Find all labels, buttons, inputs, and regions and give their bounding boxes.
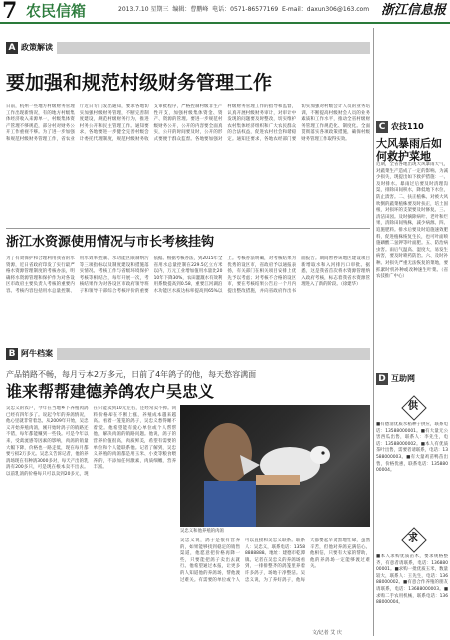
section-c-letter: C	[376, 121, 388, 133]
pigeon-photo-illustration	[180, 405, 370, 527]
headline-finance: 要加强和规范村级财务管理工作	[6, 72, 273, 94]
paper-logo: 浙江信息报	[380, 3, 446, 18]
sidebar	[376, 28, 450, 640]
section-a-bar	[57, 42, 370, 54]
editor: 编辑：曹鹏峰	[172, 6, 209, 13]
pigeon-photo	[180, 405, 370, 527]
supply-char: 供	[408, 401, 418, 412]
phone: 电话：0571-86577169	[212, 6, 279, 13]
article-pigeon-body-left: 吴忠义的农户，今年在当地乡下养殖肉鸽已经有四年多了。说起今年的养鸽情况，他心里就非常着急。从2009年开始，吴忠义开始养殖肉鸽，刚开始时鸽子的销路还不错，每年都能赚到一些钱。可是今年以来，受禽流感等因素的影响，肉鸽的销量大幅下降，价格也一路走低，现在每月都要亏损2万多元。吴忠义告诉记者，他的养鸽场现在有种鸽3000多对，每天产出的乳鸽有200多只，可是现在根本卖不出去。以前乳鸽的价格每只可以卖到20多元，现在只能卖到10元左右，还经常卖不掉。饲料价格却在不断上涨，养殖成本越来越高。看着一笼笼的鸽子，吴忠义愁得睡不着觉。他希望能有爱心单位或个人帮帮他，解决肉鸽的销路问题。他说，鸽子的营养价值很高，肉质鲜美，希望有需要的单位和个人能联系他。记者了解到，吴忠义养殖的肉鸽都是用玉米、小麦等粮食喂养的，不添加任何激素，肉质细嫩，营养丰富。	[6, 406, 176, 477]
section-d	[376, 372, 450, 385]
demand-marker	[402, 528, 424, 550]
subheadline-pigeon: 产品销路不畅，每月亏本2万多元，日前了4年鸽子的他，每天愁容满面	[6, 370, 257, 379]
masthead-meta	[118, 6, 369, 14]
section-title: 农民信箱	[26, 2, 87, 20]
section-c-body: 近期，全省各地出现大风暴雨天气，对蔬菜生产造成了一定的影响。为减少损失，现提出如下救护措施：一、及时排水。暴雨过后要及时清理沟渠，排除田间积水，降低地下水位，防止渍害。二、扶正植株。对被大风吹倒的蔬菜植株要及时扶正，培土固根，对损坏的支架要及时修复。三、清洁田园。及时摘除病叶、老叶和烂果，清除田间残株，减少病源。四、追施肥料。排水后要及时追施速效肥料，促进植株恢复生长，也可叶面喷施磷酸二氢钾等叶面肥。五、防治病虫害。雨后气温高、湿度大，易发生病害，要及时喷药防治。六、及时补种。对损失严重无法恢复的菜地，要抓紧时机补种或改种速生叶菜。（省农技推广中心）	[376, 162, 448, 280]
section-a-letter: A	[6, 42, 18, 54]
article-finance-body: 日前，杭州一些地方村级财务管理工作出现新情况，有的地方村级集体经济收入来源单一，村级集体资产管理不够规范，部分村对财务公开工作重视不够。为了进一步加强和规范村级财务管理工作，省农业厅近日专门发出通知，要求各地切实加强村级财务管理，不断完善制度建设，规范村级财务行为，推进村务公开和民主管理工作。通知要求，各地要进一步健全完善村级会计委托代理制度，规范村级财务收支审批程序，严格控制村级非生产性开支，加强村级集体资金、资产、资源的管理。要进一步规范村级财务公开，公开的内容要全面真实，公开的时间要及时，公开的形式要便于群众监督。各地要加强对村级财务管理工作的指导和监督，认真开展村级财务审计，对审计中发现的问题要及时整改，切实维护农村集体经济组织和广大农民群众的合法权益，促进农村社会和谐稳定。通知还要求，各地农经部门要切实加强对村级会计人员的业务培训，不断提高村级财会人员的业务素质和工作水平，推动全省村级财务管理工作规范化、制度化。全面贯彻落实各项政策措施，确保村级财务管理工作取得实效。	[6, 104, 370, 142]
article-pigeon-body-right: 吴忠义说，鸽子是很有营养的，如果能够找到稳定的销售渠道，他愿意把价格再降一些，只要能把鸽子卖出去就行。他希望通过本报，让更多的人知道他的养鸽场，帮他渡过难关。有需要的单位或个人可以直接和吴忠义联系。联系人：吴忠义，联系电话：13588888888。地址：建德市乾潭镇。记者在吴忠义的养鸽场看到，一排排整齐的鸽笼里养着许多鸽子，场地干净整洁。吴忠义说，为了养好鸽子，他每天都要起早贪黑地忙碌，虽然辛苦，但他对养鸽充满信心。他相信，只要有大家的帮助，他的养鸽场一定能够渡过难关。	[180, 538, 370, 583]
email: E-mail：daxun306@163.com	[281, 6, 370, 13]
section-a-header	[6, 42, 370, 54]
page-number: 7	[2, 0, 18, 24]
section-d-letter: D	[376, 373, 388, 385]
section-b-bar	[57, 348, 370, 360]
photo-caption: 吴忠义和他养殖的肉鸽	[180, 529, 224, 534]
section-c	[376, 120, 450, 163]
section-b-header	[6, 348, 370, 360]
headline-water: 浙江水资源使用情况与市长考核挂钩	[6, 235, 215, 250]
headline-pigeon: 谁来帮帮建德养鸽农户吴忠义	[6, 382, 215, 401]
masthead	[0, 0, 450, 24]
section-d-label: 互助网	[391, 373, 415, 383]
column-divider	[373, 28, 374, 636]
demand-body: ■本人求购优质苗木，要求规格整齐，有意者请联系，电话：13688000001。■求购一批优质玉米，数量较大，联系人：王先生，电话：13688000002。■有意合作养殖的朋友请联系，电话：13688000003。■求购二手农用机械，联系电话：13688000004。	[376, 554, 448, 606]
article-water-body: 为了有效保护和合理利用我省的水资源，近日省政府印发了实行最严格水资源管理制度的考核办法，明确将水资源管理和保护作为对各设区市政府主要负责人考核的重要内容。考核内容包括用水总量控制、用水效率控制、水功能区限制纳污等三项指标以及制度建设和措施落实情况。考核工作与省级环境保护考核等相结合，每年开展一次，考核结果作为对各设区市政府领导班子和领导干部综合考核评价的重要依据。根据考核办法，到2015年全省用水总量控制在229.5亿立方米以内，万元工业增加值用水量比2010年下降30%，农田灌溉水有效利用系数提高到0.58，重要江河湖泊水功能区水质达标率提高到65%以上。考核办法明确，对考核结果为优秀的设区市，省政府予以通报表扬，有关部门在相关项目安排上优先予以考虑；对考核不合格的设区市，要在考核结果公告后一个月内提出整改措施，并向省政府作出书面报告。期间暂停该地区建设项目新增取水和入河排污口审批。据悉，这是我省首次将水资源管理纳入政府考核，标志着我省水资源管理进入了新的阶段。（徐建华）	[6, 256, 370, 294]
section-a-label: 政策解读	[21, 43, 53, 52]
section-c-title: 大风暴雨后如何救护菜地	[376, 137, 442, 163]
section-c-label: 农技110	[391, 121, 424, 131]
section-b-label: 阿牛档案	[21, 349, 53, 358]
section-d-header	[376, 372, 450, 385]
demand-char: 求	[408, 533, 418, 544]
pigeon-byline: 文/记者 艾 庆	[312, 630, 342, 636]
section-b-letter: B	[6, 348, 18, 360]
section-c-header	[376, 120, 450, 133]
divider	[6, 228, 370, 229]
issue-weekday: 星期三	[150, 6, 169, 13]
issue-date: 2013.7.10	[118, 6, 149, 13]
supply-body: ■有德清优质水稻种子供应，联系电话：13588000001。■有大量无公害西瓜出售，联系人：李先生，电话：13588000002。■本人有优质茶叶出售，需要者请联系，电话：13588000003。■有大量鸡苗鸭苗出售，价格优惠，联系电话：13588000004。	[376, 422, 448, 474]
supply-marker	[402, 396, 424, 418]
